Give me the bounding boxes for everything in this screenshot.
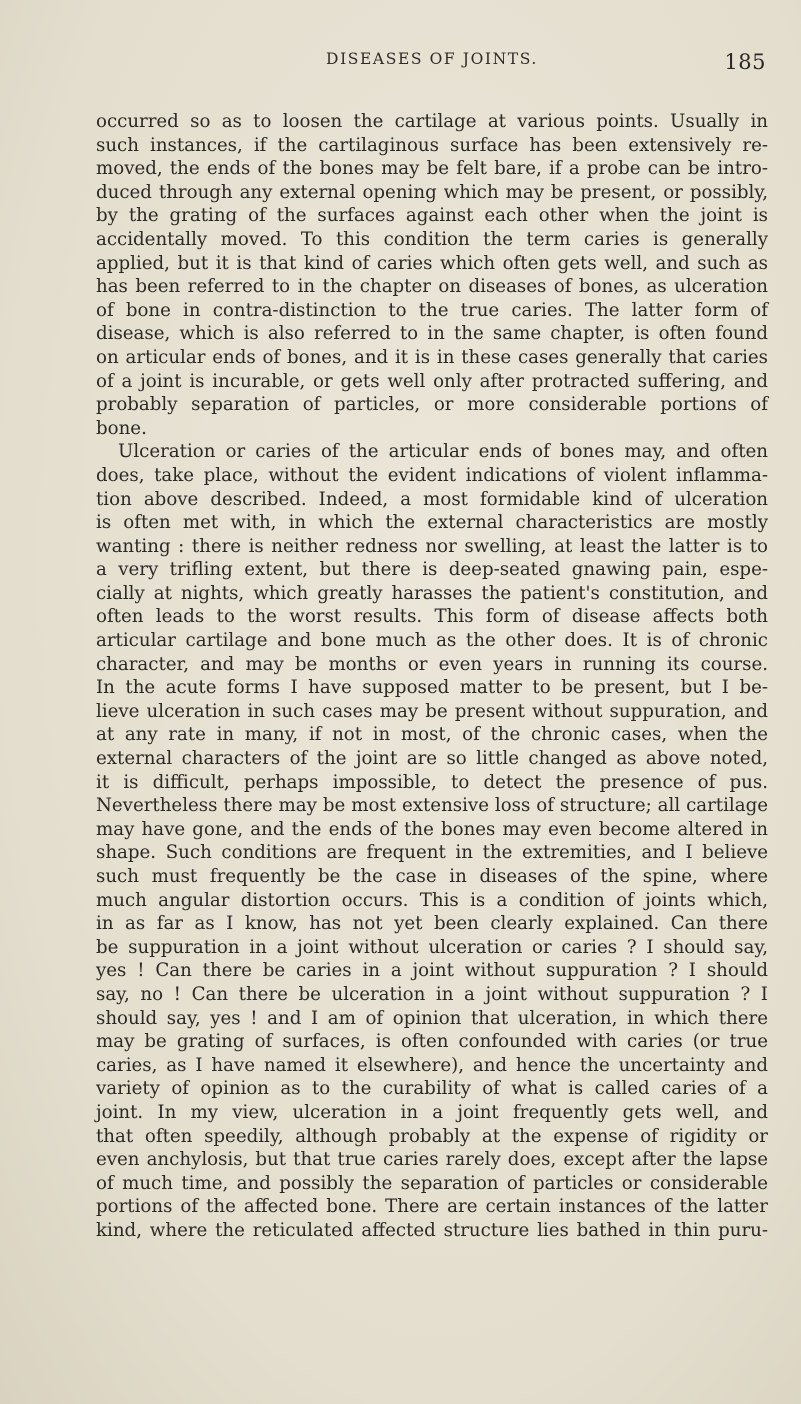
text-line: of a joint is incurable, or gets well only after protracted suffering, and bbox=[96, 370, 768, 392]
text-line: that often speedily, although probably at the expense of rigidity or bbox=[96, 1125, 768, 1147]
text-line: Ulceration or caries of the articular ends of bones may, and often bbox=[118, 441, 768, 463]
text-line: say, no ! Can there be ulceration in a joint without suppuration ? I bbox=[96, 983, 768, 1005]
running-head bbox=[96, 50, 768, 78]
text-line: be suppuration in a joint without ulceration or caries ? I should say, bbox=[96, 936, 768, 958]
text-line: is often met with, in which the external characteristics are mostly bbox=[96, 512, 768, 534]
running-title: DISEASES OF JOINTS. bbox=[326, 50, 538, 68]
text-line: cially at nights, which greatly harasses the patient's constitution, and bbox=[96, 582, 768, 604]
text-line: applied, but it is that kind of caries which often gets well, and such as bbox=[96, 252, 768, 274]
text-line: character, and may be months or even years in running its course. bbox=[96, 653, 768, 675]
text-line: should say, yes ! and I am of opinion that ulceration, in which there bbox=[96, 1007, 768, 1029]
text-line: in as far as I know, has not yet been clearly explained. Can there bbox=[96, 913, 768, 935]
text-line: wanting : there is neither redness nor swelling, at least the latter is to bbox=[96, 535, 768, 557]
text-line: caries, as I have named it elsewhere), and hence the uncertainty and bbox=[96, 1054, 768, 1076]
text-line: probably separation of particles, or more considerable portions of bbox=[96, 394, 768, 416]
text-line: at any rate in many, if not in most, of the chronic cases, when the bbox=[96, 724, 768, 746]
body-text bbox=[96, 110, 768, 1243]
text-line: of much time, and possibly the separation of particles or considerable bbox=[96, 1172, 768, 1194]
text-line: yes ! Can there be caries in a joint without suppuration ? I should bbox=[96, 960, 768, 982]
text-line: In the acute forms I have supposed matter to be present, but I be- bbox=[96, 677, 768, 699]
text-line: variety of opinion as to the curability of what is called caries of a bbox=[96, 1078, 768, 1100]
text-line: by the grating of the surfaces against each other when the joint is bbox=[96, 205, 768, 227]
text-line: may have gone, and the ends of the bones may even become altered in bbox=[96, 818, 768, 840]
text-line: may be grating of surfaces, is often confounded with caries (or true bbox=[96, 1031, 768, 1053]
text-line: lieve ulceration in such cases may be present without suppuration, and bbox=[96, 700, 768, 722]
text-line: bone. bbox=[96, 417, 147, 439]
text-line: accidentally moved. To this condition the term caries is generally bbox=[96, 228, 768, 250]
text-line: external characters of the joint are so little changed as above noted, bbox=[96, 748, 768, 770]
text-line: of bone in contra-distinction to the true caries. The latter form of bbox=[96, 299, 768, 321]
text-line: shape. Such conditions are frequent in the extremities, and I believe bbox=[96, 842, 768, 864]
text-line: does, take place, without the evident indications of violent inflamma- bbox=[96, 464, 768, 486]
text-line: moved, the ends of the bones may be felt bare, if a probe can be intro- bbox=[96, 158, 768, 180]
text-line: much angular distortion occurs. This is a condition of joints which, bbox=[96, 889, 768, 911]
text-line: it is difficult, perhaps impossible, to detect the presence of pus. bbox=[96, 771, 768, 793]
page-number: 185 bbox=[724, 50, 766, 74]
text-line: often leads to the worst results. This form of disease affects both bbox=[96, 606, 768, 628]
text-line: such instances, if the cartilaginous surface has been extensively re- bbox=[96, 134, 768, 156]
text-line: tion above described. Indeed, a most formidable kind of ulceration bbox=[96, 488, 768, 510]
text-line: portions of the affected bone. There are certain instances of the latter bbox=[96, 1196, 768, 1218]
text-line: kind, where the reticulated affected structure lies bathed in thin puru- bbox=[96, 1219, 768, 1241]
text-line: such must frequently be the case in diseases of the spine, where bbox=[96, 866, 768, 887]
text-line: Nevertheless there may be most extensive loss of structure; all cartilage bbox=[96, 795, 768, 817]
paragraph bbox=[96, 440, 768, 1242]
text-line: a very trifling extent, but there is deep-seated gnawing pain, espe- bbox=[96, 559, 768, 581]
text-line: articular cartilage and bone much as the other does. It is of chronic bbox=[96, 630, 768, 652]
text-line: joint. In my view, ulceration in a joint frequently gets well, and bbox=[96, 1101, 768, 1123]
text-line: on articular ends of bones, and it is in these cases generally that caries bbox=[96, 346, 768, 368]
text-line: has been referred to in the chapter on diseases of bones, as ulceration bbox=[96, 276, 768, 298]
text-line: even anchylosis, but that true caries rarely does, except after the lapse bbox=[96, 1149, 768, 1171]
text-line: occurred so as to loosen the cartilage at various points. Usually in bbox=[96, 111, 768, 132]
text-line: disease, which is also referred to in the same chapter, is often found bbox=[96, 323, 768, 345]
paragraph bbox=[96, 110, 768, 440]
text-line: duced through any external opening which may be present, or possibly, bbox=[96, 181, 768, 203]
